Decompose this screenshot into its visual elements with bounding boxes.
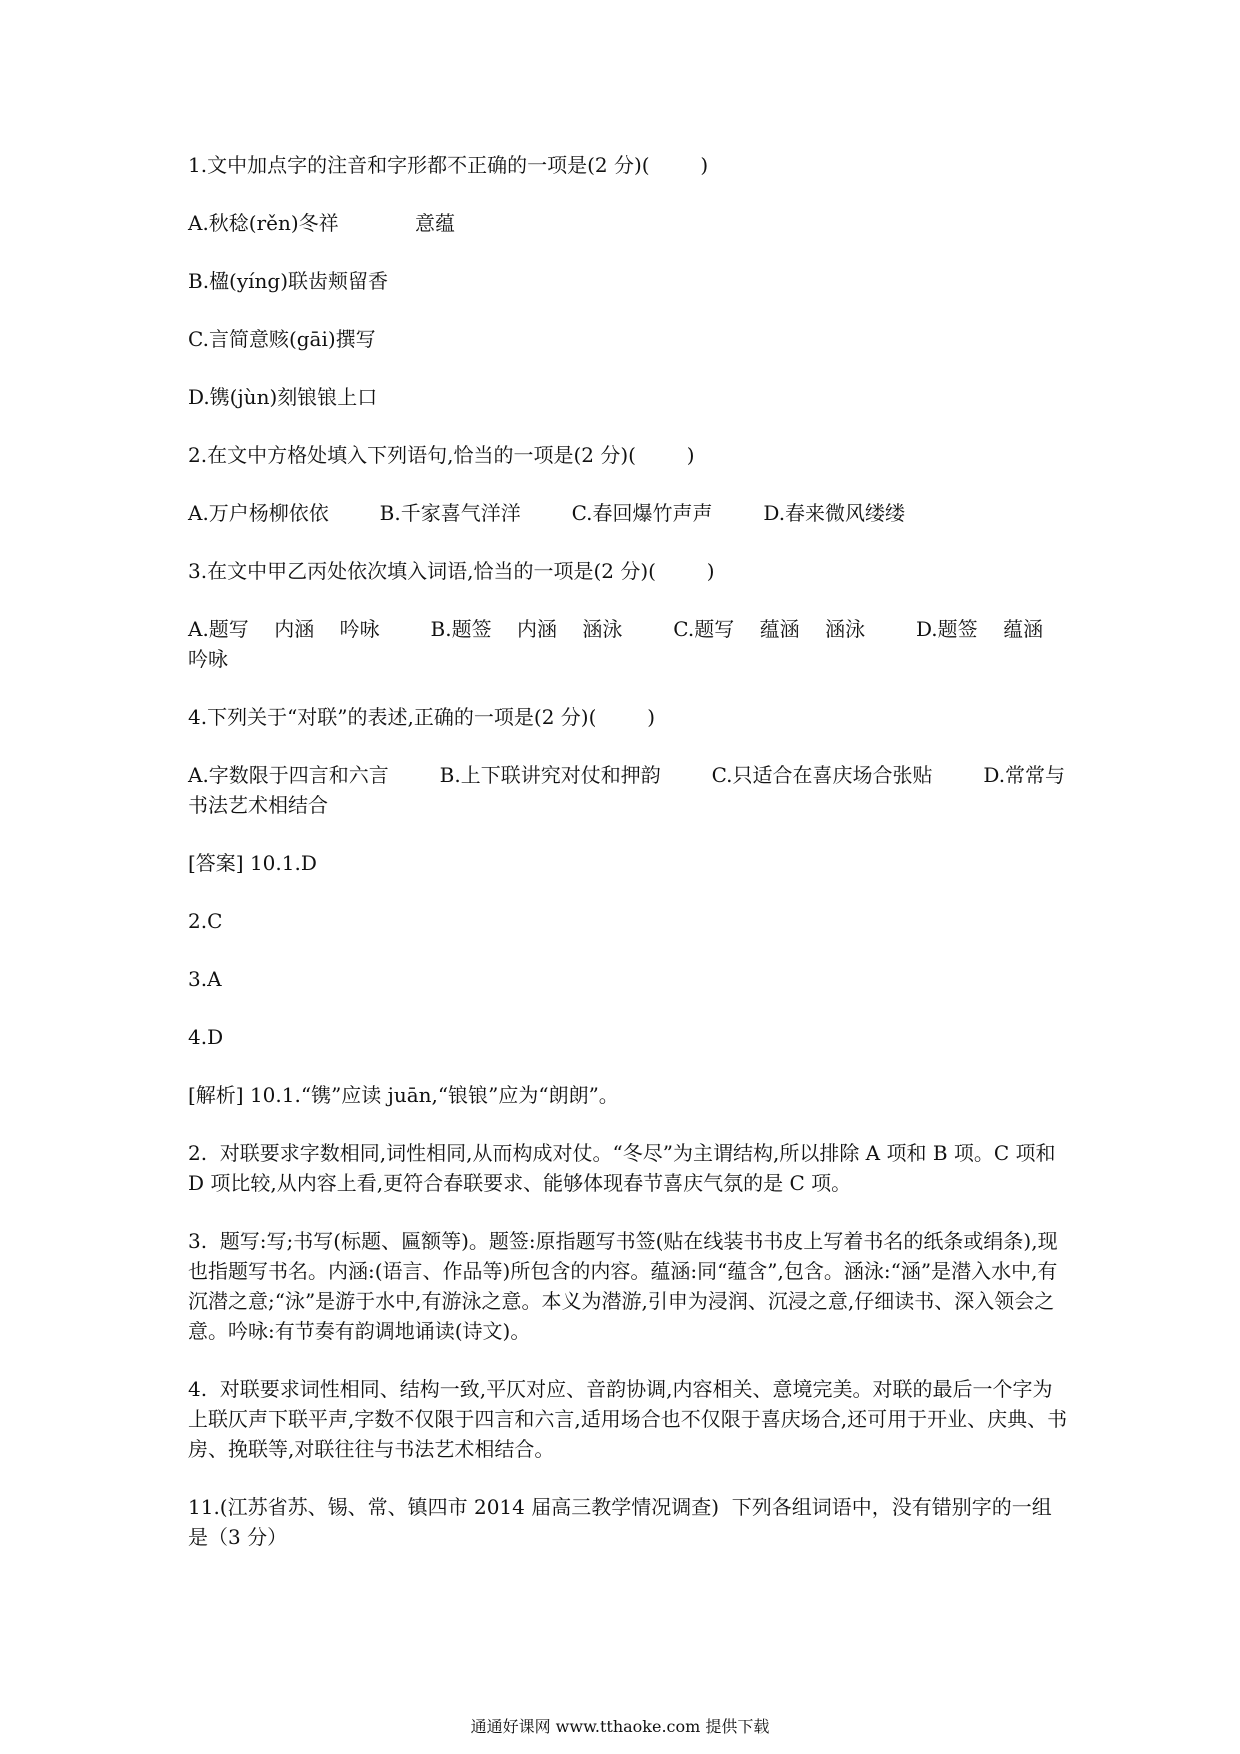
question-3-stem: 3.在文中甲乙丙处依次填入词语,恰当的一项是(2 分)( ) [188, 559, 715, 583]
answer-4: 4.D [188, 1025, 224, 1049]
question-1-option-c: C.言简意赅(gāi)撰写 [188, 327, 376, 351]
page-footer: 通通好课网 www.tthaoke.com 提供下载 [470, 1717, 770, 1736]
question-2-stem: 2.在文中方格处填入下列语句,恰当的一项是(2 分)( ) [188, 443, 695, 467]
question-1-option-d: D.镌(jùn)刻锒锒上口 [188, 385, 378, 409]
question-4-options: A.字数限于四言和六言 B.上下联讲究对仗和押韵 C.只适合在喜庆场合张贴 D.常常与书法艺术相结合 [188, 763, 1066, 817]
analysis-1: [解析] 10.1.“镌”应读 juān,“锒锒”应为“朗朗”。 [188, 1083, 619, 1107]
question-1-stem: 1.文中加点字的注音和字形都不正确的一项是(2 分)( ) [188, 153, 709, 177]
analysis-3: 3. 题写:写;书写(标题、匾额等)。题签:原指题写书签(贴在线装书书皮上写着书名的纸条或绢条),现也指题写书名。内涵:(语言、作品等)所包含的内容。蕴涵:同“蕴含”,包含。涵泳:“涵”是潜入水中,有沉潜之意;“泳”是游于水中,有游泳之意。本义为潜游,引申为浸润、沉浸之意,仔细读书、深入领会之意。吟咏:有节奏有韵调地诵读(诗文)。 [188, 1229, 1058, 1343]
question-3-options: A.题写 内涵 吟咏 B.题签 内涵 涵泳 C.题写 蕴涵 涵泳 D.题签 蕴涵 吟咏 [188, 617, 1069, 671]
answer-2: 2.C [188, 909, 223, 933]
question-4-stem: 4.下列关于“对联”的表述,正确的一项是(2 分)( ) [188, 705, 656, 729]
analysis-4: 4. 对联要求词性相同、结构一致,平仄对应、音韵协调,内容相关、意境完美。对联的最后一个字为上联仄声下联平声,字数不仅限于四言和六言,适用场合也不仅限于喜庆场合,还可用于开业、庆典、书房、挽联等,对联往往与书法艺术相结合。 [188, 1377, 1068, 1461]
answer-1: [答案] 10.1.D [188, 851, 317, 875]
question-1-option-b: B.楹(yíng)联齿颊留香 [188, 269, 389, 293]
document-content [188, 150, 1068, 1580]
analysis-2: 2. 对联要求字数相同,词性相同,从而构成对仗。“冬尽”为主谓结构,所以排除 A 项和 B 项。C 项和 D 项比较,从内容上看,更符合春联要求、能够体现春节喜庆气氛的是 C 项。 [188, 1141, 1062, 1195]
answer-3: 3.A [188, 967, 222, 991]
question-2-options: A.万户杨柳依依 B.千家喜气洋洋 C.春回爆竹声声 D.春来微风缕缕 [188, 501, 906, 525]
question-11-stem: 11.(江苏省苏、锡、常、镇四市 2014 届高三教学情况调查) 下列各组词语中，没有错别字的一组是（3 分） [188, 1495, 1052, 1549]
question-1-option-a: A.秋稔(rěn)冬祥 意蕴 [188, 211, 455, 235]
